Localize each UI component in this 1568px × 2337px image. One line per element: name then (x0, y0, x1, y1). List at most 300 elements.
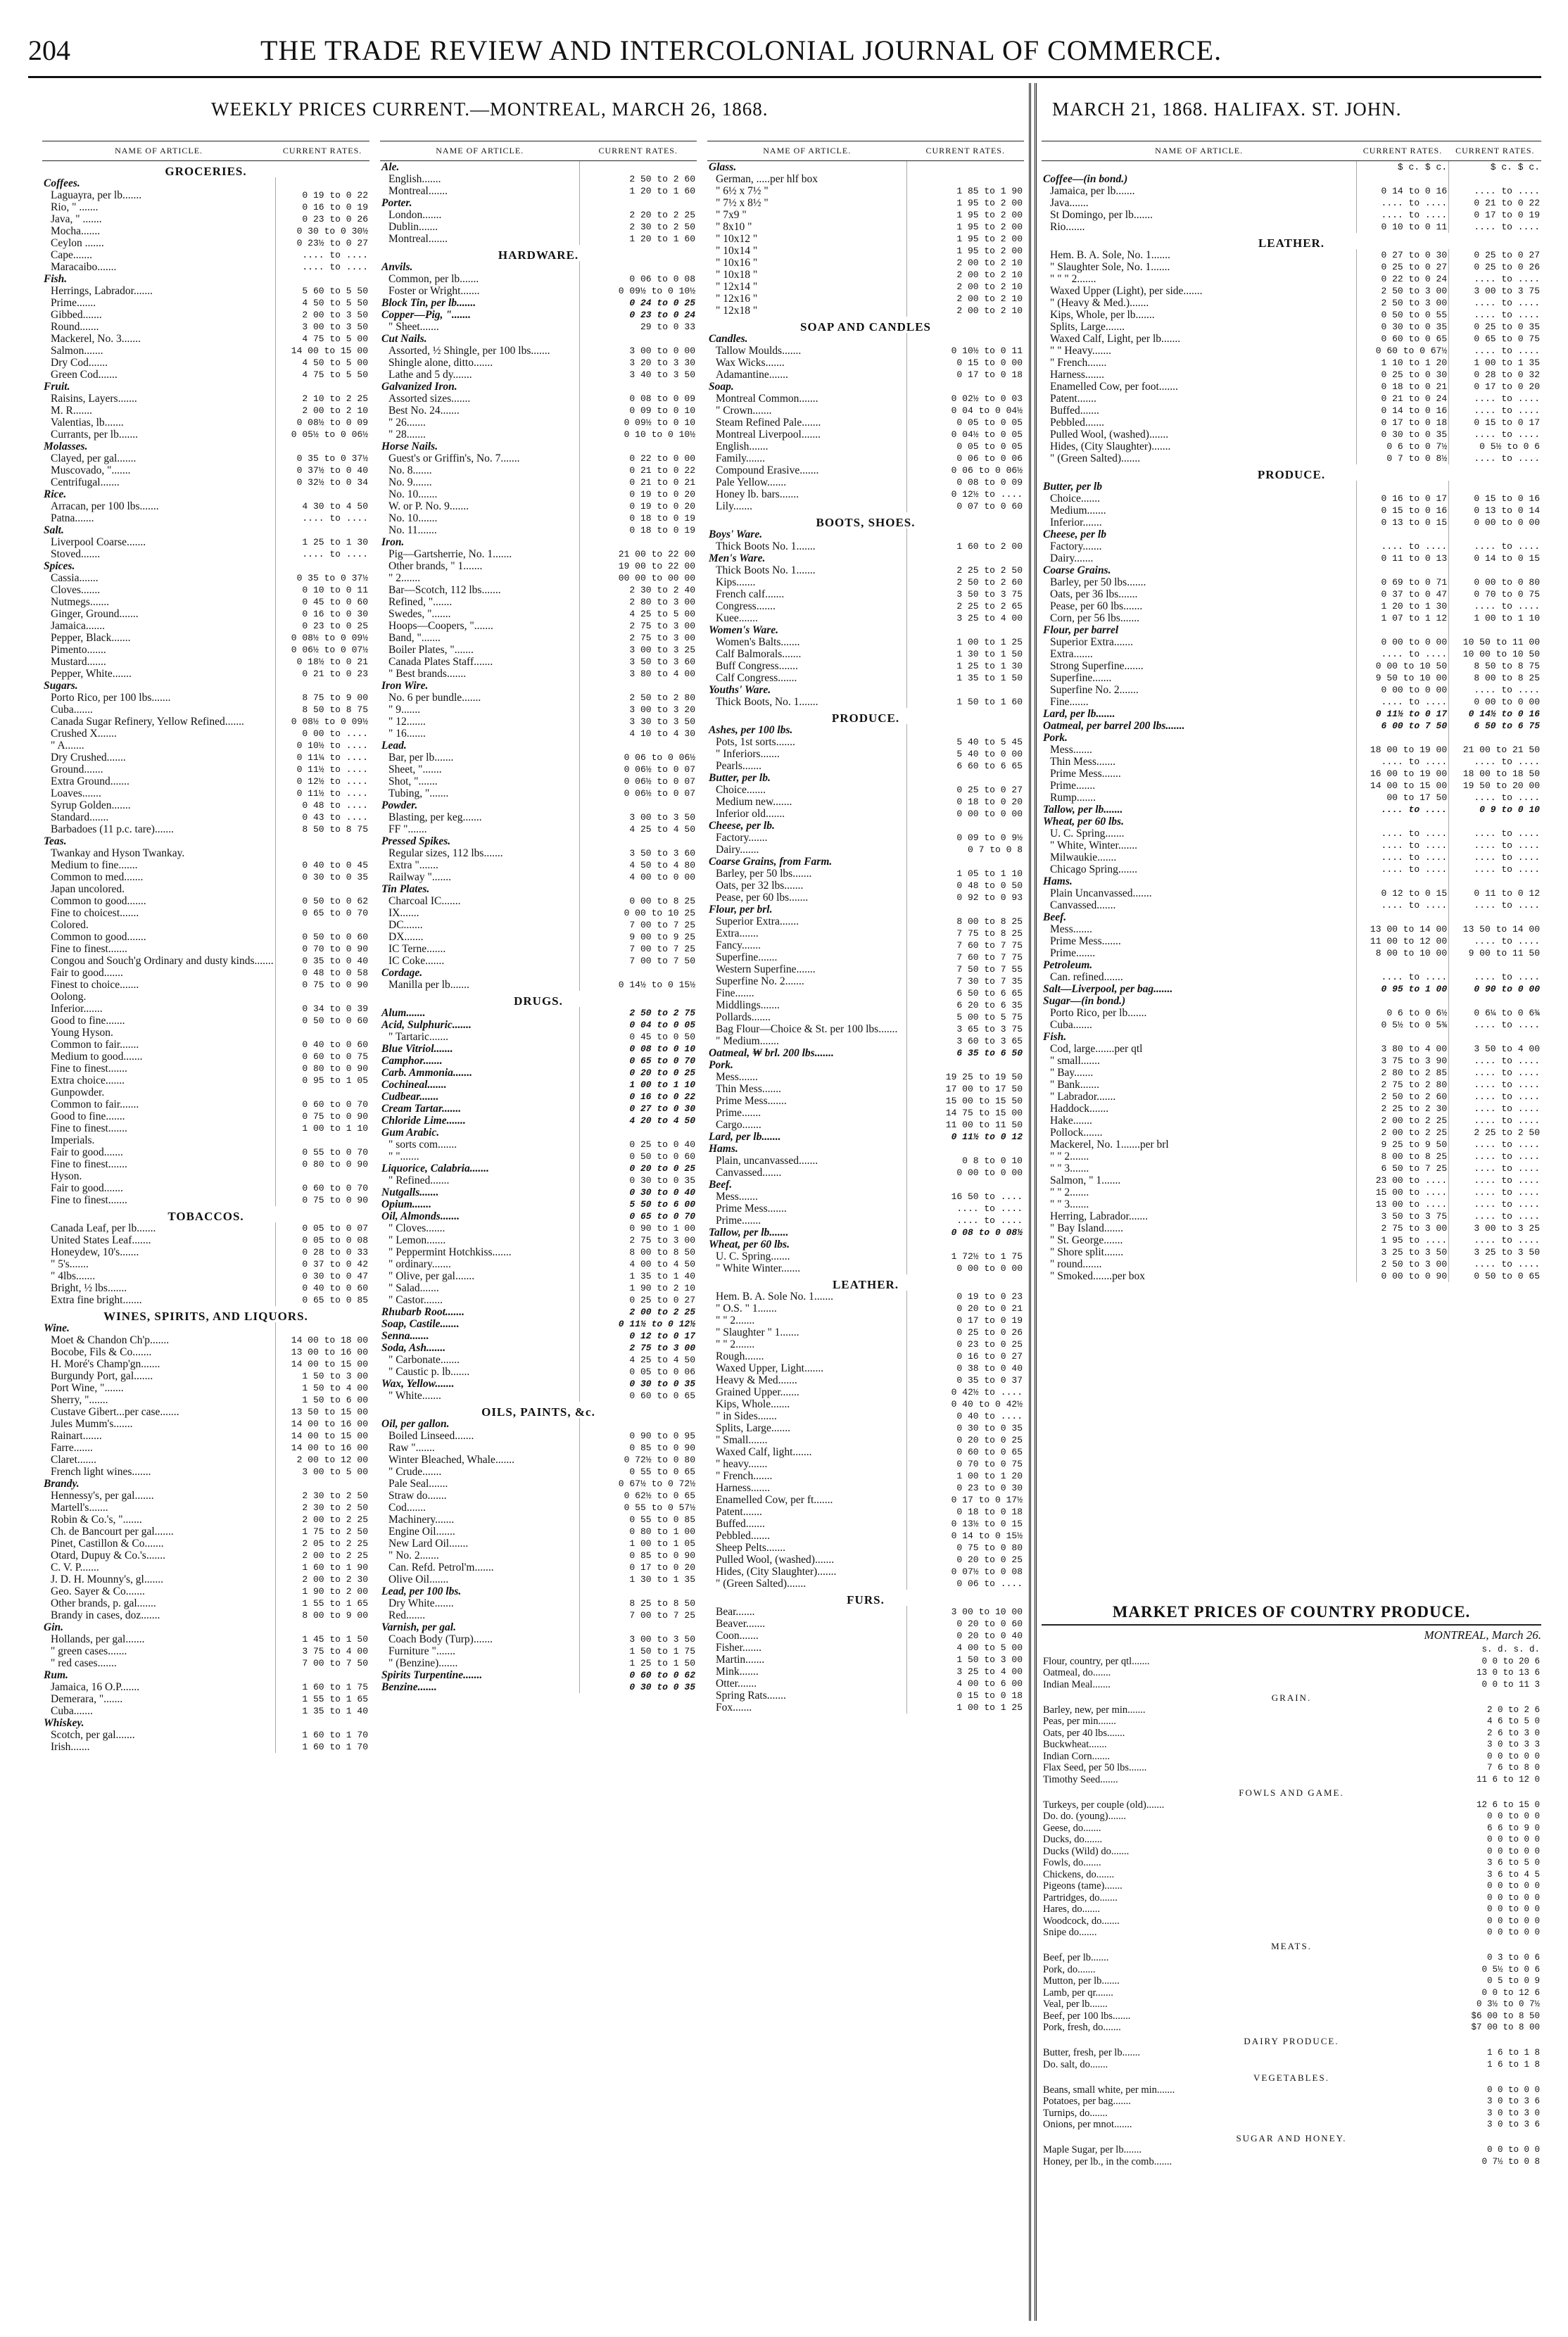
article-name: Salt—Liverpool, per bag....... (1043, 983, 1173, 995)
article-name: Copper—Pig, "....... (381, 309, 472, 321)
current-rate: 0 20 to 0 40 (907, 1630, 1025, 1642)
price-row (1042, 1762, 1541, 1774)
article-name: Extra....... (716, 927, 759, 939)
price-row (42, 859, 369, 871)
current-rate: 0 09 to 0 9½ (907, 832, 1025, 844)
stjohn-rate: .... to .... (1449, 1139, 1541, 1151)
price-row (1042, 1174, 1541, 1186)
current-rate: 1 95 to 2 00 (907, 197, 1025, 209)
halifax-rate: .... to .... (1356, 851, 1448, 863)
price-row (707, 927, 1024, 939)
stjohn-rate (1449, 816, 1541, 828)
current-rate (580, 799, 697, 811)
current-rate: 3 25 to 4 00 (907, 612, 1025, 624)
price-row (42, 261, 369, 273)
article-name: Port Wine, "....... (51, 1382, 124, 1394)
current-rate: 4 50 to 4 80 (580, 859, 697, 871)
article-name: Prime....... (716, 1215, 761, 1227)
current-rate: 0 18½ to 0 21 (275, 656, 369, 668)
price-row (1042, 1270, 1541, 1282)
category-row (42, 1669, 369, 1681)
stjohn-rate: 3 25 to 3 50 (1449, 1246, 1541, 1258)
current-rate: 2 50 to 2 60 (580, 173, 697, 185)
article-name: IC Coke....... (388, 955, 445, 967)
price-row (42, 907, 369, 919)
price-row (380, 1294, 697, 1306)
price-row (707, 1203, 1024, 1215)
price-row (707, 293, 1024, 305)
price-row (707, 736, 1024, 748)
table-header-row (707, 141, 1024, 161)
article-name: Sheet, "....... (388, 764, 442, 775)
column-header-rates: CURRENT RATES. (580, 141, 697, 161)
article-name: Pebbled....... (1050, 417, 1105, 429)
article-name: Irish....... (51, 1741, 90, 1753)
halifax-rate: 0 37 to 0 47 (1356, 588, 1448, 600)
article-name: Rio....... (1050, 221, 1085, 233)
article-name: DX....... (388, 931, 424, 943)
current-rate: 0 07 to 0 60 (907, 500, 1025, 512)
article-name: Spring Rats....... (716, 1690, 786, 1702)
category-row (380, 1210, 697, 1222)
price-row (380, 692, 697, 704)
price-row (42, 297, 369, 309)
price-row (42, 1051, 369, 1063)
current-rate: 2 00 to 2 10 (275, 405, 369, 417)
category-row (42, 1478, 369, 1490)
current-rate: 13 50 to 15 00 (275, 1406, 369, 1418)
article-name: Standard....... (51, 811, 109, 823)
article-name: Splits, Large....... (716, 1422, 791, 1434)
stjohn-rate (1449, 911, 1541, 923)
stjohn-rate: 0 25 to 0 27 (1449, 249, 1541, 261)
price-row (380, 1270, 697, 1282)
article-name: Oatmeal, ₩ brl. 200 lbs....... (709, 1047, 834, 1059)
halifax-rate (1356, 875, 1448, 887)
price-row (380, 1573, 697, 1585)
price-row (42, 1134, 369, 1146)
current-rate: 0 21 to 0 23 (275, 668, 369, 680)
price-row (1042, 452, 1541, 464)
current-rate: 4 20 to 4 50 (580, 1115, 697, 1127)
price-row (42, 1585, 369, 1597)
article-name: Pork, fresh, do....... (1043, 2022, 1121, 2033)
halifax-rate: .... to .... (1356, 540, 1448, 552)
stjohn-rate (1449, 959, 1541, 971)
article-name: Currants, per lb....... (51, 429, 138, 441)
article-name: Thick Boots, No. 1....... (716, 696, 818, 708)
current-rate: 0 20 to 0 21 (907, 1303, 1025, 1315)
current-rate: 0 45 to 0 60 (275, 596, 369, 608)
stjohn-rate: .... to .... (1449, 1210, 1541, 1222)
current-rate: 0 15 to 0 00 (907, 357, 1025, 369)
article-name: " " 2....... (716, 1338, 755, 1350)
price-row (1042, 768, 1541, 780)
article-name: French light wines....... (51, 1466, 151, 1478)
article-name: " 6½ x 7½ " (716, 185, 769, 197)
article-name: Fair to good....... (51, 967, 123, 979)
article-name: Clayed, per gal....... (51, 452, 137, 464)
price-row (1042, 417, 1541, 429)
category-row (707, 333, 1024, 345)
current-rate: 0 00 to 0 00 (907, 808, 1025, 820)
price-row (707, 488, 1024, 500)
price-row (1042, 1139, 1541, 1151)
article-name: Iron. (381, 536, 405, 548)
section-heading: SOAP AND CANDLES (799, 320, 932, 333)
price-value: 0 5 to 0 9 (1486, 1976, 1540, 1986)
current-rate: 7 30 to 7 35 (907, 975, 1025, 987)
current-rate: 0 21 to 0 22 (580, 464, 697, 476)
price-row (1042, 2084, 1541, 2096)
current-rate (907, 1059, 1025, 1071)
current-rate: 0 18 to 0 19 (580, 512, 697, 524)
price-row (707, 600, 1024, 612)
article-name: " green cases....... (51, 1645, 127, 1657)
article-name: " Olive, per gal....... (388, 1270, 475, 1282)
stjohn-rate: .... to .... (1449, 863, 1541, 875)
stjohn-rate: .... to .... (1449, 309, 1541, 321)
article-name: Ground....... (51, 764, 103, 775)
current-rate: 0 75 to 0 80 (907, 1542, 1025, 1554)
current-rate (275, 991, 369, 1003)
halifax-rate: 00 to 17 50 (1356, 792, 1448, 804)
price-row (380, 185, 697, 197)
current-rate: 3 65 to 3 75 (907, 1023, 1025, 1035)
current-rate: 0 23 to 0 25 (907, 1338, 1025, 1350)
current-rate (275, 1322, 369, 1334)
article-name: Oats, per 36 lbs....... (1050, 588, 1138, 600)
current-rate: 3 00 to 3 50 (275, 321, 369, 333)
price-row (42, 1334, 369, 1346)
table-header-row (380, 141, 697, 161)
article-name: Opium....... (381, 1198, 432, 1210)
article-name: Common to med....... (51, 871, 144, 883)
article-name: Pig—Gartsherrie, No. 1....... (388, 548, 512, 560)
article-name: Waxed Upper (Light), per side....... (1050, 285, 1203, 297)
current-rate: 0 13½ to 0 15 (907, 1518, 1025, 1530)
halifax-rate: 0 25 to 0 27 (1356, 261, 1448, 273)
current-rate: 0 08 to 0 09 (580, 393, 697, 405)
price-row (42, 1382, 369, 1394)
price-row (707, 357, 1024, 369)
halifax-rate: .... to .... (1356, 840, 1448, 851)
category-row (380, 1091, 697, 1103)
price-row (380, 1174, 697, 1186)
price-row (1042, 636, 1541, 648)
category-row (380, 1127, 697, 1139)
price-row (42, 1597, 369, 1609)
article-name: Compound Erasive....... (716, 464, 819, 476)
price-row (707, 441, 1024, 452)
current-rate: 0 28 to 0 33 (275, 1246, 369, 1258)
article-name: Medium to good....... (51, 1051, 143, 1063)
price-row (1042, 1258, 1541, 1270)
article-name: Wheat, per 60 lbs. (1043, 816, 1124, 828)
price-row (380, 1282, 697, 1294)
current-rate: 14 00 to 16 00 (275, 1418, 369, 1430)
price-row (42, 1514, 369, 1526)
section-heading: DRUGS. (514, 994, 563, 1007)
price-row (1042, 1246, 1541, 1258)
article-name: No. 9....... (388, 476, 432, 488)
stjohn-rate: 0 90 to 0 00 (1449, 983, 1541, 995)
price-row (707, 476, 1024, 488)
current-rate: 0 05 to 0 05 (907, 441, 1025, 452)
price-row (1042, 221, 1541, 233)
price-row (380, 764, 697, 775)
section-heading-row (42, 161, 369, 178)
price-row (707, 1071, 1024, 1083)
article-name: Waxed Calf, Light, per lb....... (1050, 333, 1181, 345)
current-rate: 4 10 to 4 30 (580, 728, 697, 740)
price-row (707, 660, 1024, 672)
price-value: 0 7½ to 0 8 (1481, 2156, 1540, 2167)
price-row (42, 632, 369, 644)
stjohn-rate: .... to .... (1449, 297, 1541, 309)
current-rate: 1 25 to 1 50 (580, 1657, 697, 1669)
price-row (42, 1370, 369, 1382)
article-name: Lard, per lb....... (1043, 708, 1115, 720)
category-row (380, 309, 697, 321)
section-heading-row (1042, 464, 1541, 481)
article-name: " Crown....... (716, 405, 772, 417)
current-rate: 0 65 to 0 70 (580, 1055, 697, 1067)
article-name: Oil, per gallon. (381, 1418, 450, 1430)
price-row (380, 1430, 697, 1442)
article-name: Beaver....... (716, 1618, 766, 1630)
article-name: Tubing, "....... (388, 787, 449, 799)
price-row (42, 393, 369, 405)
category-row (42, 381, 369, 393)
category-row (707, 724, 1024, 736)
article-name: Mustard....... (51, 656, 106, 668)
article-name: No. 8....... (388, 464, 432, 476)
article-name: U. C. Spring....... (716, 1250, 790, 1262)
current-rate: 2 80 to 3 00 (580, 596, 697, 608)
price-row (707, 1542, 1024, 1554)
current-rate: 0 05 to 0 06 (580, 1366, 697, 1378)
article-name: Mink....... (716, 1666, 759, 1678)
article-name: " Bay....... (1050, 1067, 1094, 1079)
price-row (42, 1490, 369, 1502)
article-name: Cargo....... (716, 1119, 761, 1131)
article-name: " Labrador....... (1050, 1091, 1116, 1103)
article-name: " 4lbs....... (51, 1270, 96, 1282)
article-name: Tin Plates. (381, 883, 430, 895)
article-name: Pearls....... (716, 760, 762, 772)
article-name: Engine Oil....... (388, 1526, 455, 1538)
price-row (1042, 1857, 1541, 1869)
category-row (1042, 804, 1541, 816)
stjohn-rate (1449, 481, 1541, 493)
article-name: Nutgalls....... (381, 1186, 439, 1198)
price-row (707, 808, 1024, 820)
article-name: " White Winter....... (716, 1262, 801, 1274)
article-name: Extra choice....... (51, 1075, 125, 1087)
article-name: Hyson. (51, 1170, 82, 1182)
stjohn-rate: 2 25 to 2 50 (1449, 1127, 1541, 1139)
current-rate: 0 90 to 1 00 (580, 1222, 697, 1234)
article-name: Barbadoes (11 p.c. tare)....... (51, 823, 175, 835)
article-name: St Domingo, per lb....... (1050, 209, 1153, 221)
current-rate: 0 23 to 0 26 (275, 213, 369, 225)
halifax-rate: 1 10 to 1 20 (1356, 357, 1448, 369)
price-row (42, 1039, 369, 1051)
stjohn-rate: .... to .... (1449, 1103, 1541, 1115)
price-row (42, 201, 369, 213)
current-rate (580, 1585, 697, 1597)
price-row (1042, 851, 1541, 863)
article-name: Teas. (44, 835, 67, 847)
current-rate: 0 60 to 0 70 (275, 1182, 369, 1194)
price-row (707, 1666, 1024, 1678)
article-name: Raw "....... (388, 1442, 435, 1454)
article-name: Herrings, Labrador....... (51, 285, 153, 297)
article-name: Hares, do....... (1043, 1904, 1100, 1915)
category-row (707, 904, 1024, 916)
price-row (380, 500, 697, 512)
article-name: Charcoal IC....... (388, 895, 461, 907)
article-name: Fine....... (1050, 696, 1089, 708)
price-row (42, 1158, 369, 1170)
article-name: Mess....... (1050, 744, 1092, 756)
current-rate (580, 967, 697, 979)
current-rate: 0 8 to 0 10 (907, 1155, 1025, 1167)
price-row (42, 1294, 369, 1306)
current-rate: 2 00 to 2 25 (275, 1550, 369, 1562)
price-value: 0 0 to 0 0 (1486, 1835, 1540, 1844)
article-name: " Small....... (716, 1434, 768, 1446)
price-row (707, 185, 1024, 197)
current-rate: 0 15 to 0 18 (907, 1690, 1025, 1702)
article-name: Family....... (716, 452, 766, 464)
stjohn-rate: 3 00 to 3 75 (1449, 285, 1541, 297)
current-rate: 0 48 to .... (275, 799, 369, 811)
price-row (1042, 1667, 1541, 1679)
price-row (42, 799, 369, 811)
current-rate: 11 00 to 11 50 (907, 1119, 1025, 1131)
current-rate: 14 00 to 15 00 (275, 345, 369, 357)
article-name: Grained Upper....... (716, 1386, 799, 1398)
halifax-rate: 2 00 to 2 25 (1356, 1115, 1448, 1127)
price-row (380, 1258, 697, 1270)
current-rate: 0 08½ to 0 09 (275, 417, 369, 429)
article-name: FF "....... (388, 823, 427, 835)
article-name: " 12x14 " (716, 281, 758, 293)
stjohn-rate (1449, 173, 1541, 185)
category-row (707, 161, 1024, 174)
article-name: Indian Corn....... (1043, 1750, 1111, 1762)
article-name: " 2....... (388, 572, 421, 584)
article-name: " Caustic p. lb....... (388, 1366, 470, 1378)
article-name: Extra "....... (388, 859, 438, 871)
current-rate: 2 00 to 2 25 (275, 1514, 369, 1526)
current-rate: 0 25 to 0 40 (580, 1139, 697, 1151)
current-rate: 0 06 to 0 06 (907, 452, 1025, 464)
price-row (42, 1346, 369, 1358)
current-rate: 5 50 to 6 00 (580, 1198, 697, 1210)
price-value: 0 0 to 20 6 (1481, 1656, 1540, 1666)
price-row (1042, 971, 1541, 983)
section-heading-row (380, 245, 697, 261)
stjohn-rate: 0 15 to 0 16 (1449, 493, 1541, 505)
halifax-title: MARCH 21, 1868. HALIFAX. ST. JOHN. (1052, 99, 1402, 120)
stjohn-rate: 0 21 to 0 22 (1449, 197, 1541, 209)
price-row (380, 464, 697, 476)
article-name: Bear....... (716, 1606, 755, 1618)
price-row (1042, 429, 1541, 441)
halifax-rate: 8 00 to 10 00 (1356, 947, 1448, 959)
article-name: " " 3....... (1050, 1163, 1089, 1174)
current-rate: 0 37½ to 0 40 (275, 464, 369, 476)
article-name: Turnips, do....... (1043, 2107, 1108, 2119)
price-row (707, 951, 1024, 963)
units-spacer (1042, 161, 1356, 174)
current-rate: 2 50 to 2 60 (907, 576, 1025, 588)
article-name: Pebbled....... (716, 1530, 771, 1542)
price-row (707, 1095, 1024, 1107)
price-row (707, 269, 1024, 281)
price-row (42, 1098, 369, 1110)
current-rate: 0 80 to 0 90 (275, 1063, 369, 1075)
price-row (1042, 780, 1541, 792)
price-row (1042, 1716, 1541, 1728)
units-spacer (1042, 1644, 1406, 1656)
price-value: 3 6 to 5 0 (1486, 1858, 1540, 1868)
price-row (1042, 600, 1541, 612)
current-rate: .... to .... (275, 261, 369, 273)
section-divider (1035, 83, 1037, 2321)
article-name: " " Heavy....... (1050, 345, 1111, 357)
article-name: Butter, fresh, per lb....... (1043, 2047, 1140, 2058)
halifax-rate: 0 00 to 10 50 (1356, 660, 1448, 672)
price-row (380, 907, 697, 919)
current-rate: 0 7 to 0 8 (907, 844, 1025, 856)
price-row (380, 405, 697, 417)
price-row (380, 321, 697, 333)
article-name: Hams. (1043, 875, 1073, 887)
article-name: Prime....... (1050, 780, 1096, 792)
current-rate: .... to .... (275, 249, 369, 261)
article-name: Japan uncolored. (51, 883, 125, 895)
current-rate: 0 37 to 0 42 (275, 1258, 369, 1270)
current-rate: 0 50 to 0 62 (275, 895, 369, 907)
article-name: Patent....... (716, 1506, 762, 1518)
article-name: Manilla per lb....... (388, 979, 469, 991)
article-name: Cuba....... (51, 704, 93, 716)
price-row (707, 1398, 1024, 1410)
category-row (380, 536, 697, 548)
section-heading-row (707, 1590, 1024, 1606)
category-row (1042, 875, 1541, 887)
article-name: Oil, Almonds....... (381, 1210, 460, 1222)
price-row (707, 1630, 1024, 1642)
article-name: Blasting, per keg....... (388, 811, 482, 823)
current-rate: 1 60 to 1 70 (275, 1741, 369, 1753)
current-rate: 0 11½ to .... (275, 787, 369, 799)
category-row (380, 1669, 697, 1681)
price-value: 3 0 to 3 6 (1486, 2120, 1540, 2129)
article-name: Raisins, Layers....... (51, 393, 137, 405)
article-name: Mess....... (716, 1191, 758, 1203)
category-row (380, 1318, 697, 1330)
price-row (1042, 1823, 1541, 1835)
current-rate: 4 00 to 5 00 (907, 1642, 1025, 1654)
price-row (42, 452, 369, 464)
current-rate: 0 05½ to 0 06½ (275, 429, 369, 441)
price-row (42, 1258, 369, 1270)
